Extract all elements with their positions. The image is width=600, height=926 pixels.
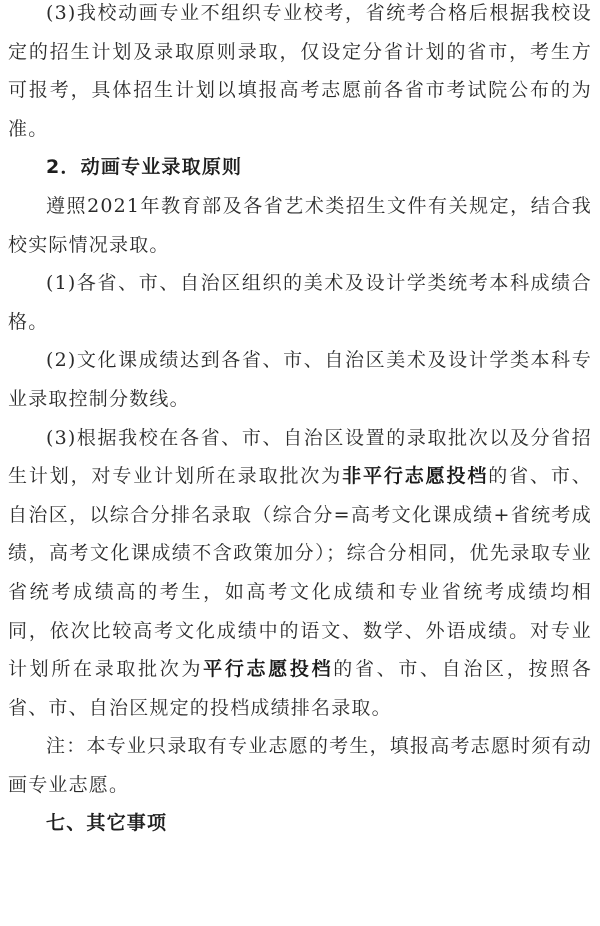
- rule-3-text-a: (3)根据我校在各省、市、自治区设置的录取批次以及分省招生计划，对专业计划所在录取批次为: [8, 426, 592, 488]
- rule-3-bold-parallel: 平行志愿投档: [203, 658, 334, 681]
- section-heading-other-matters: 七、其它事项: [46, 812, 168, 835]
- rule-3-text-c: 的省、市、自治区，按照各省、市、自治区规定的投档成绩排名录取。: [8, 658, 592, 719]
- paragraph-rule-1: (1)各省、市、自治区组织的美术及设计学类统考本科成绩合格。: [8, 272, 592, 333]
- paragraph-item-3-exam-policy: (3)我校动画专业不组织专业校考，省统考合格后根据我校设定的招生计划及录取原则录取，仅设定分省计划的省市，考生方可报考，具体招生计划以填报高考志愿前各省市考试院公布的为准。: [8, 2, 592, 140]
- paragraph-rule-3: [8, 419, 592, 728]
- paragraph-rule-2: (2)文化课成绩达到各省、市、自治区美术及设计学类本科专业录取控制分数线。: [8, 349, 592, 410]
- rule-3-bold-non-parallel: 非平行志愿投档: [342, 465, 489, 488]
- paragraph-note: 注：本专业只录取有专业志愿的考生，填报高考志愿时须有动画专业志愿。: [8, 735, 592, 796]
- section-heading-admission-principles: 2．动画专业录取原则: [46, 156, 243, 179]
- paragraph-intro: 遵照2021年教育部及各省艺术类招生文件有关规定，结合我校实际情况录取。: [8, 194, 592, 256]
- rule-3-text-b: 的省、市、自治区，以综合分排名录取（综合分=高考文化课成绩+省统考成绩，高考文化课成绩不含政策加分）；综合分相同，优先录取专业省统考成绩高的考生，如高考文化成绩和专业省统考成绩均相同，依次比较高考文化成绩中的语文、数学、外语成绩。对专业计划所在录取批次为: [8, 465, 592, 681]
